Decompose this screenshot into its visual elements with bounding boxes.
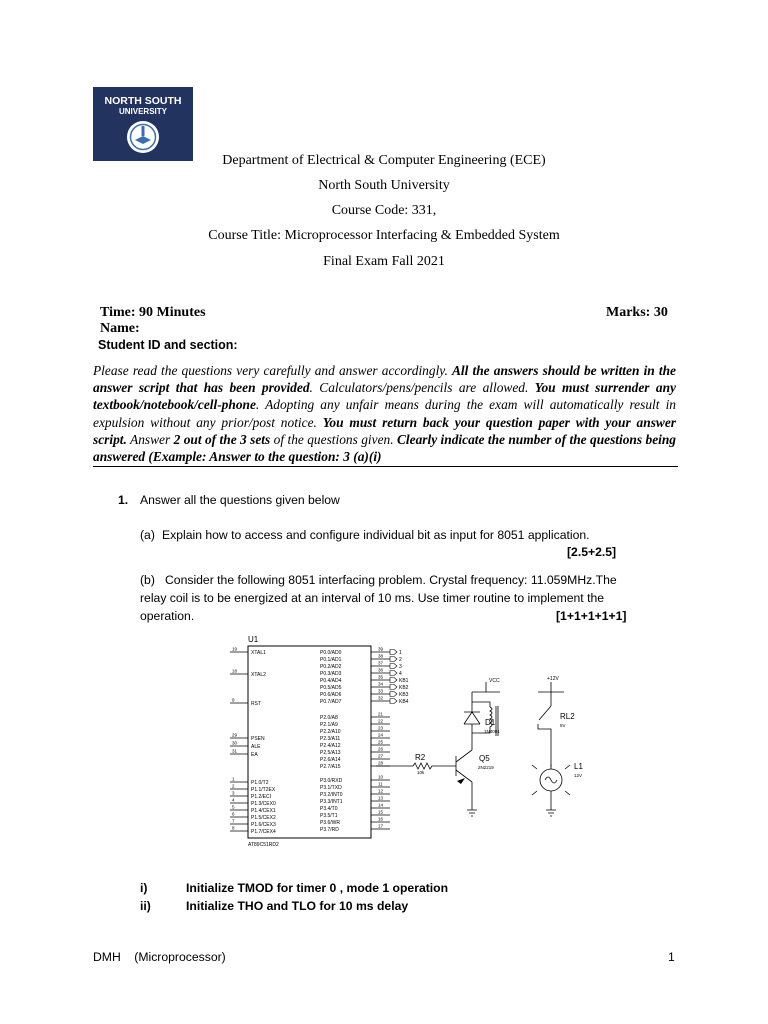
pin-number: 8 xyxy=(232,825,235,831)
pin-name: XTAL1 xyxy=(251,650,266,656)
pin-name: P0.3/AD3 xyxy=(320,671,342,677)
pin-number: 32 xyxy=(378,695,384,701)
instruction-segment: . Adopting any unfair means during the exam will automatically result in expulsion without any prior/post notice. xyxy=(93,397,676,430)
r2-label: R2 xyxy=(415,753,426,762)
pin-number: 35 xyxy=(378,674,384,680)
pin-number: 36 xyxy=(378,667,384,673)
pin-name: P1.7/CEX4 xyxy=(251,829,276,835)
pin-number: 26 xyxy=(378,746,384,752)
pin-number: 39 xyxy=(378,646,384,652)
pin-number: 19 xyxy=(232,646,238,652)
pin-number: 6 xyxy=(232,811,235,817)
pin-number: 31 xyxy=(232,748,238,754)
port-terminal-icon xyxy=(390,671,397,676)
pin-name: P3.2/INT0 xyxy=(320,792,343,798)
port-label: KB2 xyxy=(399,685,409,691)
pin-number: 3 xyxy=(232,790,235,796)
pin-name: XTAL2 xyxy=(251,672,266,678)
instruction-segment: Clearly indicate the number of the questions being answered (Example: Answer to the question: 3 (a)(i) xyxy=(93,431,676,465)
part-b-line2: relay coil is to be energized at an interval of 10 ms. Use timer routine to implement the xyxy=(140,591,605,605)
pin-name: P2.3/A11 xyxy=(320,736,341,742)
sub-ii-label: ii) xyxy=(140,899,151,913)
pin-number: 13 xyxy=(378,795,384,801)
pin-number: 17 xyxy=(378,823,384,829)
pin-name: P0.0/AD0 xyxy=(320,650,342,656)
pin-number: 21 xyxy=(378,711,384,717)
rl2-voltage: 5V xyxy=(560,723,566,728)
pin-name: P3.7/RD xyxy=(320,827,339,833)
port-label: 1 xyxy=(399,650,402,656)
pin-number: 15 xyxy=(378,809,384,815)
part-b-line1: Consider the following 8051 interfacing problem. Crystal frequency: 11.059MHz.The xyxy=(165,573,617,587)
v12-label: +12V xyxy=(547,676,559,682)
pin-number: 12 xyxy=(378,788,384,794)
pin-name: P1.5/CEX2 xyxy=(251,815,276,821)
student-id-label: Student ID and section: xyxy=(98,338,238,352)
port-label: KB1 xyxy=(399,678,409,684)
pin-number: 38 xyxy=(378,653,384,659)
pin-name: P3.5/T1 xyxy=(320,813,338,819)
pin-name: P2.6/A14 xyxy=(320,757,341,763)
part-a-marks: [2.5+2.5] xyxy=(567,545,617,559)
chip-name: AT89C51RD2 xyxy=(248,842,279,848)
pin-name: P0.1/AD1 xyxy=(320,657,342,663)
pin-number: 16 xyxy=(378,816,384,822)
university-logo xyxy=(93,87,193,161)
logo-line1: NORTH SOUTH xyxy=(104,95,182,107)
pin-number: 25 xyxy=(378,739,384,745)
course-code-line: Course Code: 331, xyxy=(331,203,437,218)
part-a-text: Explain how to access and configure individual bit as input for 8051 application. xyxy=(162,528,590,542)
pin-number: 10 xyxy=(378,774,384,780)
pin-name: P1.3/CEX0 xyxy=(251,801,276,807)
university-seal-icon xyxy=(125,119,161,155)
sub-i-text: Initialize TMOD for timer 0 , mode 1 operation xyxy=(186,881,449,895)
port-label: 3 xyxy=(399,664,402,670)
pin-name: P0.4/AD4 xyxy=(320,678,342,684)
pin-name: P3.4/T0 xyxy=(320,806,338,812)
pin-number: 28 xyxy=(378,760,384,766)
university-line: North South University xyxy=(318,178,450,193)
pin-name: ALE xyxy=(251,744,261,750)
instruction-segment: Answer xyxy=(126,431,174,447)
pin-name: P0.5/AD5 xyxy=(320,685,342,691)
r2-value: 10k xyxy=(417,770,425,775)
pin-number: 18 xyxy=(232,668,238,674)
name-label: Name: xyxy=(100,321,140,336)
part-b-marks: [1+1+1+1+1] xyxy=(556,609,627,623)
pin-name: RST xyxy=(251,701,261,707)
exam-line: Final Exam Fall 2021 xyxy=(323,254,445,269)
pin-number: 4 xyxy=(232,797,235,803)
time-label: Time: 90 Minutes xyxy=(100,305,206,320)
course-title-line: Course Title: Microprocessor Interfacing & Embedded System xyxy=(208,228,560,243)
port-terminal-icon xyxy=(390,664,397,669)
pin-name: P2.5/A13 xyxy=(320,750,341,756)
page-number: 1 xyxy=(668,950,675,964)
pin-number: 24 xyxy=(378,732,384,738)
pin-name: EA xyxy=(251,752,258,758)
port-terminal-icon xyxy=(390,650,397,655)
l1-label: L1 xyxy=(574,762,583,771)
sub-i-label: i) xyxy=(140,881,148,895)
port-terminal-icon xyxy=(390,657,397,662)
pin-name: P1.2/ECI xyxy=(251,794,272,800)
pin-name: P3.3/INT1 xyxy=(320,799,343,805)
pin-number: 34 xyxy=(378,681,384,687)
port-label: KB3 xyxy=(399,692,409,698)
pin-number: 37 xyxy=(378,660,384,666)
pin-number: 2 xyxy=(232,783,235,789)
instructions-paragraph xyxy=(93,362,676,465)
pin-number: 14 xyxy=(378,802,384,808)
rl2-label: RL2 xyxy=(560,712,575,721)
footer-left: DMH (Microprocessor) xyxy=(93,950,226,964)
port-terminal-icon xyxy=(390,699,397,704)
pin-name: P1.4/CEX1 xyxy=(251,808,276,814)
pin-name: P3.0/RXD xyxy=(320,778,343,784)
d1-label: D1 xyxy=(485,718,496,727)
pin-number: 7 xyxy=(232,818,235,824)
pin-name: P2.4/A12 xyxy=(320,743,341,749)
pin-name: P1.1/T2EX xyxy=(251,787,276,793)
l1-voltage: 12V xyxy=(574,773,583,778)
port-label: 2 xyxy=(399,657,402,663)
circuit-diagram xyxy=(228,632,588,850)
question-number: 1. xyxy=(118,493,129,507)
instruction-segment: 2 out of the 3 sets xyxy=(173,431,271,447)
vcc-label: VCC xyxy=(489,678,500,684)
port-label: 4 xyxy=(399,671,402,677)
instruction-segment: You must return back your question paper with your answer script. xyxy=(93,414,676,447)
pin-number: 30 xyxy=(232,740,238,746)
pin-name: P2.7/A15 xyxy=(320,764,341,770)
pin-name: P2.2/A10 xyxy=(320,729,341,735)
pin-name: P0.2/AD2 xyxy=(320,664,342,670)
pin-name: P0.6/AD6 xyxy=(320,692,342,698)
pin-name: P0.7/AD7 xyxy=(320,699,342,705)
chip-label: U1 xyxy=(248,635,259,644)
pin-name: P3.6/WR xyxy=(320,820,341,826)
department-line: Department of Electrical & Computer Engineering (ECE) xyxy=(222,153,546,168)
pin-number: 29 xyxy=(232,732,238,738)
divider xyxy=(93,466,678,467)
part-b-line3: operation. xyxy=(140,609,195,623)
port-terminal-icon xyxy=(390,685,397,690)
q5-label: Q5 xyxy=(479,754,490,763)
pin-name: P2.0/A8 xyxy=(320,715,338,721)
port-label: KB4 xyxy=(399,699,409,705)
pin-name: P1.0/T2 xyxy=(251,780,269,786)
instruction-segment: Please read the questions very carefully and answer accordingly. xyxy=(93,363,452,378)
logo-line2: UNIVERSITY xyxy=(118,107,167,116)
pin-number: 23 xyxy=(378,725,384,731)
pin-name: P2.1/A9 xyxy=(320,722,338,728)
pin-number: 27 xyxy=(378,753,384,759)
pin-number: 9 xyxy=(232,697,235,703)
instruction-segment: of the questions given. xyxy=(270,431,397,447)
sub-ii-text: Initialize THO and TLO for 10 ms delay xyxy=(186,899,409,913)
pin-number: 22 xyxy=(378,718,384,724)
part-a-label: (a) xyxy=(140,528,155,542)
part-b-label: (b) xyxy=(140,573,155,587)
pin-number: 11 xyxy=(378,781,383,787)
q5-part: 2N2219 xyxy=(478,765,494,770)
instruction-segment: . Calculators/pens/pencils are allowed. xyxy=(309,380,535,396)
pin-number: 1 xyxy=(232,776,235,782)
port-terminal-icon xyxy=(390,678,397,683)
port-terminal-icon xyxy=(390,692,397,697)
pin-name: PSEN xyxy=(251,736,265,742)
pin-name: P1.6/CEX3 xyxy=(251,822,276,828)
pin-number: 33 xyxy=(378,688,384,694)
d1-part: 1N4001 xyxy=(484,729,500,734)
pin-name: P3.1/TXD xyxy=(320,785,342,791)
pin-number: 5 xyxy=(232,804,235,810)
question-title: Answer all the questions given below xyxy=(140,493,340,507)
instruction-segment: You must surrender any textbook/notebook/cell-phone xyxy=(93,380,676,413)
instruction-segment: All the answers should be written in the answer script that has been provided xyxy=(93,363,676,396)
marks-label: Marks: 30 xyxy=(606,305,668,320)
